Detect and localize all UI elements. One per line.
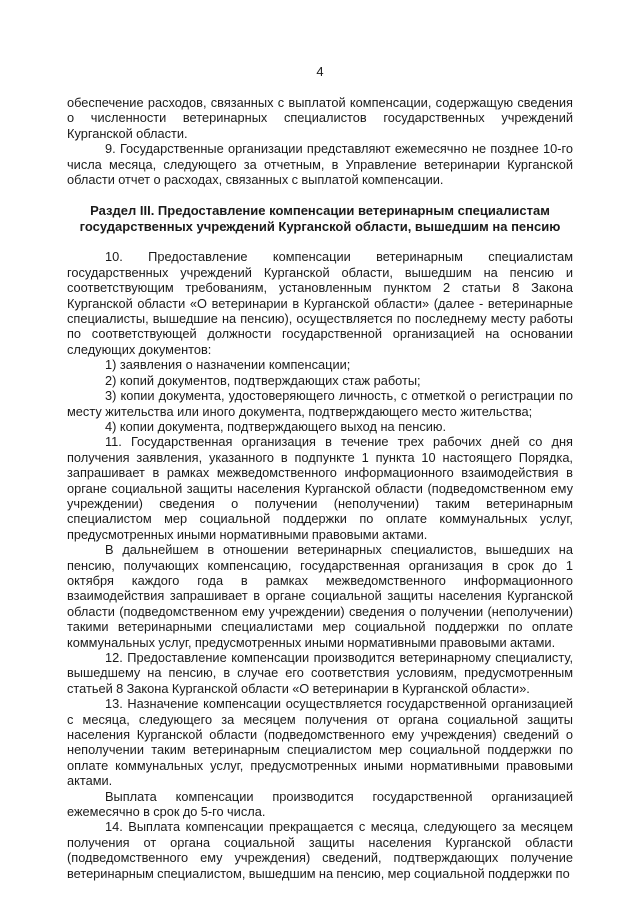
paragraph-continuation: обеспечение расходов, связанных с выплатой компенсации, содержащую сведения о численности ветеринарных специалистов государственных учреждений Курганской области. [67,95,573,141]
paragraph-9: 9. Государственные организации представляют ежемесячно не позднее 10-го числа месяца, следующего за отчетным, в Управление ветеринарии Курганской области отчет о расходах, связанных с выплатой компенсации. [67,141,573,188]
paragraph-14: 14. Выплата компенсации прекращается с месяца, следующего за месяцем получения от органа социальной защиты населения Курганской области (подведомственного ему учреждения) сведений, подтверждающих получение ветеринарным специалистом, вышедшим на пенсию, мер социальной поддержки по [67,819,573,881]
list-item: 1) заявления о назначении компенсации; [105,357,351,373]
list-item: 2) копий документов, подтверждающих стаж работы; [105,372,421,388]
section-heading: Раздел III. Предоставление компенсации ветеринарным специалистам государственных учреждений Курганской области, вышедшим на пенсию [79,203,561,235]
page-number: 4 [316,64,324,79]
paragraph-10: 10. Предоставление компенсации ветеринарным специалистам государственных учреждений Курганской области, вышедшим на пенсию и соответствующим требованиям, установленным пунктом 2 статьи 8 Закона Курганской области «О ветеринарии в Курганской области» (далее - ветеринарные специалисты, вышедшие на пенсию), осуществляется по последнему месту работы по соответствующей должности государственной организацией на основании следующих документов: [67,249,573,357]
document-body [67,95,573,881]
paragraph-13: 13. Назначение компенсации осуществляется государственной организацией с месяца, следующего за месяцем получения от органа социальной защиты населения Курганской области (подведомственного ему учреждения) сведений о неполучении таким ветеринарным специалистом мер социальной поддержки по оплате коммунальных услуг, предусмотренных иными нормативными правовыми актами. [67,696,573,789]
paragraph-11-continued: В дальнейшем в отношении ветеринарных специалистов, вышедших на пенсию, получающих компенсацию, государственная организация в срок до 1 октября каждого года в рамках межведомственного информационного взаимодействия запрашивает в органе социальной защиты населения Курганской области (подведомственном ему учреждении) сведения о получении (неполучении) такими ветеринарными специалистами мер социальной поддержки по оплате коммунальных услуг, предусмотренных иными нормативными правовыми актами. [67,542,573,650]
paragraph-12: 12. Предоставление компенсации производится ветеринарному специалисту, вышедшему на пенсию, в случае его соответствия условиям, предусмотренным статьей 8 Закона Курганской области «О ветеринарии в Курганской области». [67,650,573,696]
list-item: 3) копии документа, удостоверяющего личность, с отметкой о регистрации по месту жительства или иного документа, подтверждающего место жительства; [67,388,573,419]
paragraph-13-payment: Выплата компенсации производится государственной организацией ежемесячно в срок до 5-го числа. [67,788,573,820]
paragraph-11: 11. Государственная организация в течение трех рабочих дней со дня получения заявления, указанного в подпункте 1 пункта 10 настоящего Порядка, запрашивает в рамках межведомственного информационного взаимодействия в органе социальной защиты населения Курганской области (подведомственном ему учреждении) сведения о получении (неполучении) таким ветеринарным специалистом мер социальной поддержки по оплате коммунальных услуг, предусмотренных иными нормативными правовыми актами. [67,434,573,542]
list-item: 4) копии документа, подтверждающего выход на пенсию. [105,418,447,434]
